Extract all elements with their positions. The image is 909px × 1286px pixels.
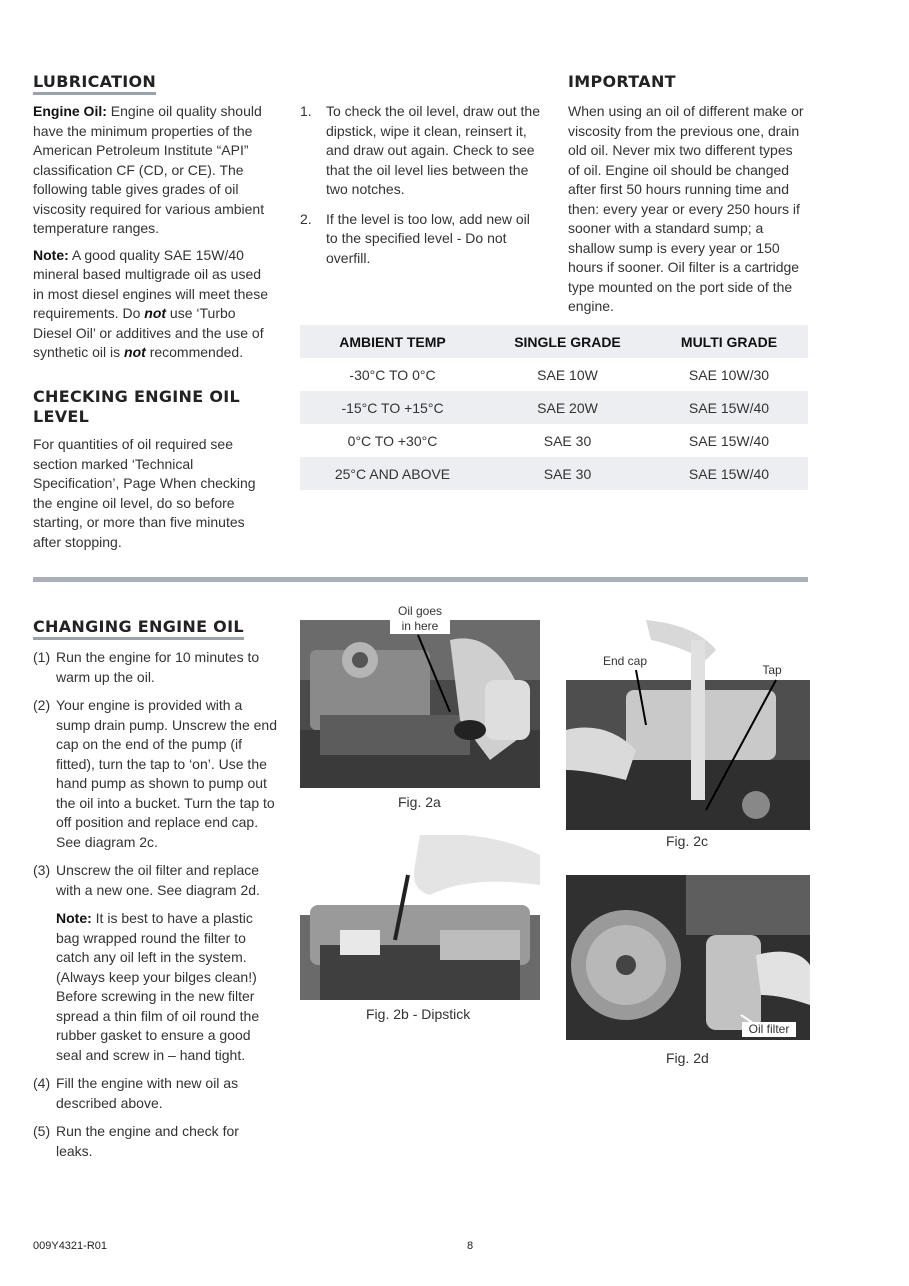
changing-oil-heading: CHANGING ENGINE OIL (33, 617, 244, 640)
list-item (300, 210, 545, 269)
table-cell: SAE 15W/40 (650, 457, 808, 490)
step-number: 2. (300, 210, 312, 227)
list-item (33, 861, 278, 900)
table-cell: 25°C AND ABOVE (300, 457, 485, 490)
fig2a-caption: Fig. 2a (398, 794, 441, 810)
label-line: in here (401, 619, 439, 633)
checking-oil-heading: CHECKING ENGINE OIL LEVEL (33, 387, 240, 426)
fig2b-caption: Fig. 2b - Dipstick (366, 1006, 471, 1022)
table-cell: -30°C TO 0°C (349, 366, 436, 383)
important-paragraph: When using an oil of different make or viscosity from the previous one, drain old oil. Never mix two different types of oil. Engine oil should be changed after first 50 hours running time and then: every year or every 250 hours if sooner with a standard sump; a shallow sump is every year or 150 hours if sooner. Oil filter is a cartridge type mounted on the port side of the engine. (568, 103, 804, 314)
figure-2c-photo (566, 620, 810, 830)
step-number: (2) (33, 697, 51, 713)
oil-note-paragraph (33, 246, 273, 363)
step-number: (4) (33, 1075, 51, 1091)
engine-oil-text: Engine oil quality should have the minimum properties of the American Petroleum Institute “API” classification CF (CD, or CE). The following table gives grades of oil viscosity required for various ambient temperature ranges. (33, 103, 265, 236)
document-code: 009Y4321-R01 (33, 1240, 108, 1252)
lubrication-column (33, 102, 273, 370)
figure-2b-photo (300, 835, 540, 1000)
note-text-2: use ‘Turbo Diesel Oil’ or additives and the use of synthetic oil is (33, 305, 264, 360)
step-text: Your engine is provided with a sump drain pump. Unscrew the end cap on the end of the pump (if fitted), turn the tap to ‘on’. Use the hand pump as shown to pump out the oil into a bucket. Turn the tap to off position and replace end cap. See diagram 2c. (56, 697, 277, 850)
list-item (33, 1122, 278, 1161)
table-cell: SAE 30 (485, 457, 650, 490)
changing-steps-list (33, 648, 278, 1170)
column-header: AMBIENT TEMP (300, 325, 485, 358)
figure-2d-photo (566, 875, 810, 1040)
column-header: SINGLE GRADE (485, 325, 650, 358)
note-label: Note: (56, 910, 92, 926)
note-text: It is best to have a plastic bag wrapped round the filter to catch any oil left in the system. (Always keep your bilges clean!) Before screwing in the new filter spread a thin film of oil round the rubber gasket to ensure a good seal and screw in – hand tight. (56, 910, 260, 1063)
list-item (33, 648, 278, 687)
column-header: MULTI GRADE (650, 325, 808, 358)
table-cell: SAE 15W/40 (650, 391, 808, 424)
tap-label: Tap (757, 663, 787, 678)
checking-oil-paragraph: For quantities of oil required see section marked ‘Technical Specification’, Page When checking the engine oil level, do so before starting, or more than five minutes after stopping. (33, 436, 256, 550)
table-row (300, 424, 808, 457)
table-row (300, 358, 808, 391)
note-not-1: not (144, 305, 167, 321)
step-number: (3) (33, 862, 51, 878)
step-text: Fill the engine with new oil as described above. (56, 1075, 239, 1111)
figure-2a-photo (300, 620, 540, 788)
oil-viscosity-table (300, 325, 808, 490)
label-line: Oil goes (397, 604, 443, 618)
step-text: If the level is too low, add new oil to the specified level - Do not overfill. (326, 210, 530, 266)
list-item (300, 102, 545, 200)
table-cell: SAE 15W/40 (688, 432, 770, 449)
table-header-row (300, 325, 808, 358)
lubrication-heading: LUBRICATION (33, 72, 156, 95)
step-text: Run the engine for 10 minutes to warm up the oil. (56, 649, 260, 685)
note-text-3: recommended. (145, 344, 244, 360)
table-cell: SAE 10W/30 (688, 366, 770, 383)
oil-filter-label: Oil filter (742, 1022, 796, 1037)
step-number: 1. (300, 103, 312, 119)
step-number: (5) (33, 1123, 51, 1139)
step-number: (1) (33, 649, 51, 665)
table-row (300, 457, 808, 490)
fig2d-caption: Fig. 2d (666, 1050, 709, 1066)
step-text: Unscrew the oil filter and replace with a new one. See diagram 2d. (56, 862, 260, 898)
table-cell: SAE 20W (485, 391, 650, 424)
table-cell: SAE 30 (543, 432, 592, 449)
table-cell: 0°C TO +30°C (347, 432, 438, 449)
table-cell: -15°C TO +15°C (300, 391, 485, 424)
note-not-2: not (124, 344, 146, 360)
note-text-1: A good quality SAE 15W/40 mineral based multigrade oil as used in most diesel engines will meet these requirements. Do (33, 246, 269, 321)
list-item (33, 1074, 278, 1113)
page-number: 8 (467, 1240, 474, 1252)
note-label: Note: (33, 246, 69, 263)
table-cell: SAE 10W (537, 366, 598, 383)
table-row (300, 391, 808, 424)
check-steps-list (300, 102, 545, 278)
endcap-label: End cap (600, 654, 650, 669)
section-divider (33, 577, 808, 582)
filter-note (56, 909, 278, 1065)
step-text: To check the oil level, draw out the dipstick, wipe it clean, reinsert it, and draw out again. Check to see that the oil level lies between the two notches. (326, 103, 541, 197)
fig2a-label (390, 604, 450, 634)
engine-oil-paragraph (33, 102, 273, 239)
important-heading: IMPORTANT (568, 72, 676, 91)
step-text: Run the engine and check for leaks. (56, 1123, 239, 1159)
fig2c-caption: Fig. 2c (666, 833, 709, 849)
engine-oil-label: Engine Oil: (33, 103, 107, 119)
list-item (33, 696, 278, 852)
